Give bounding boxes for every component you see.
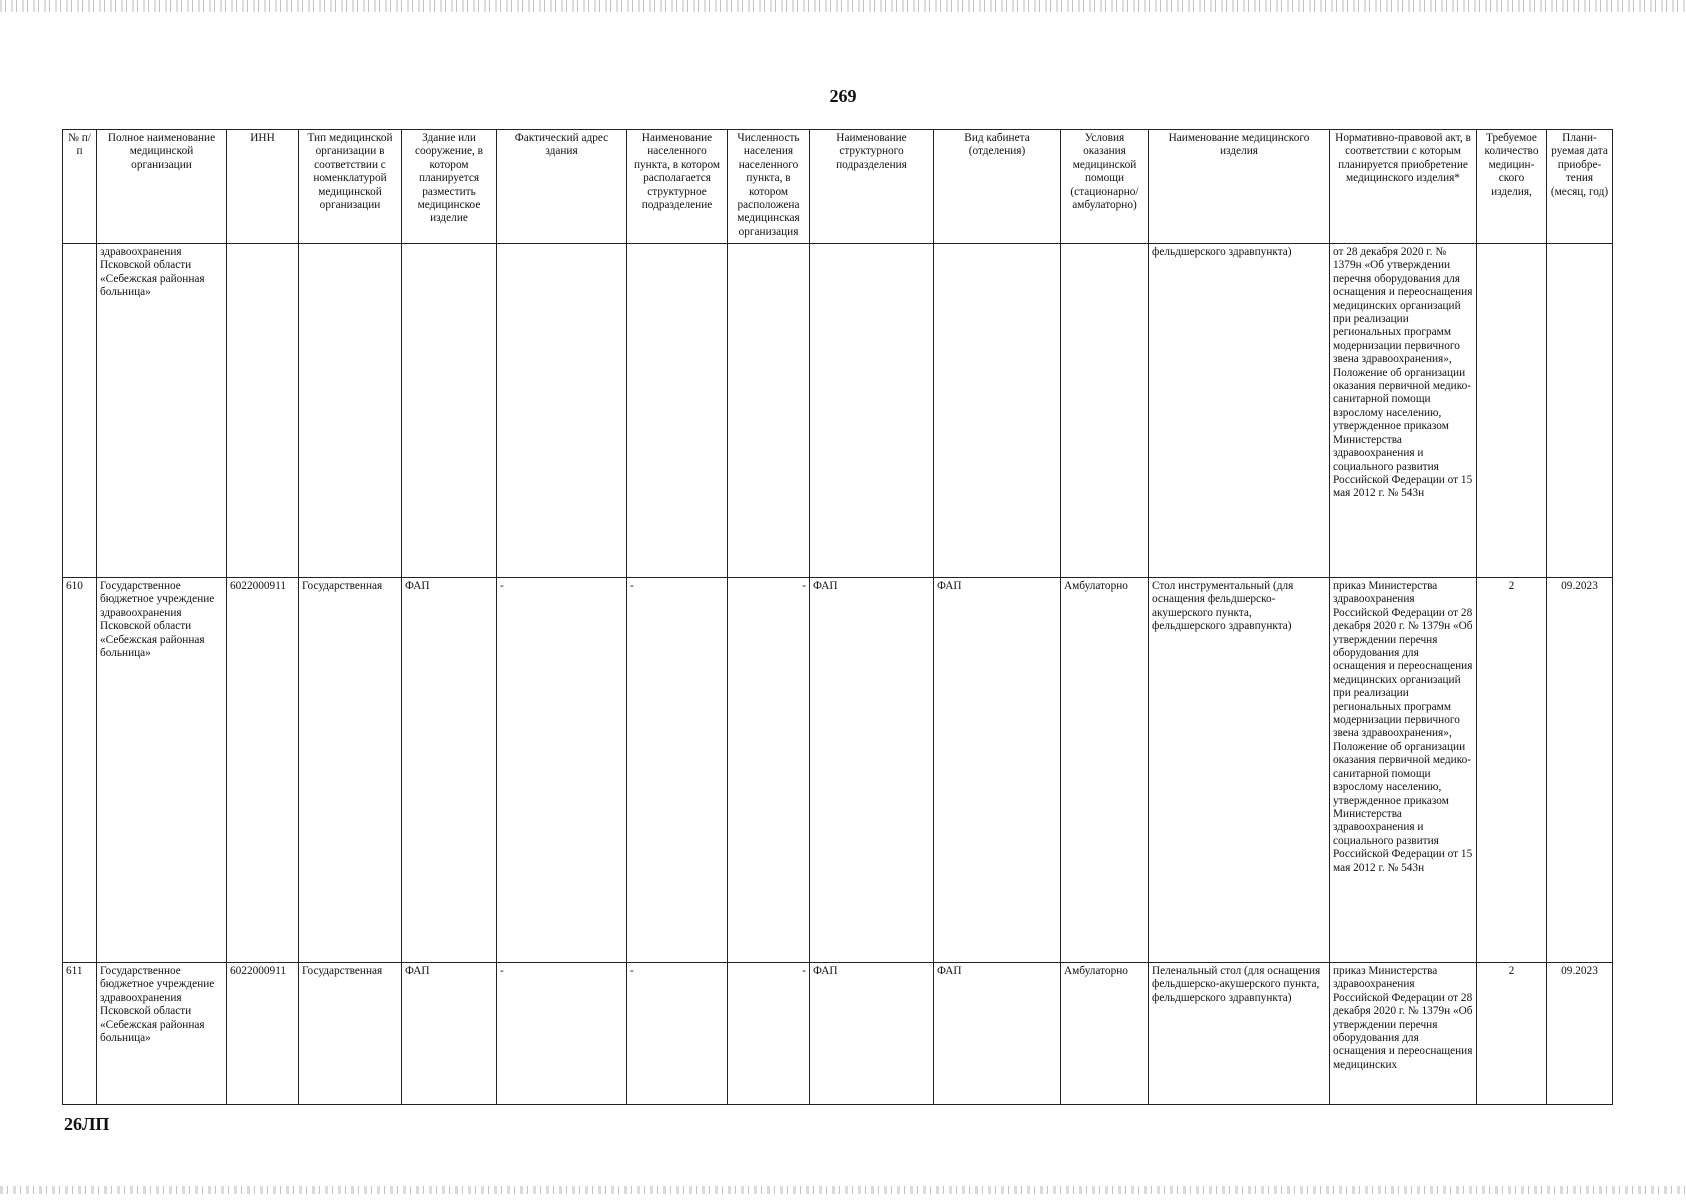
cell-subdivision	[810, 244, 934, 578]
cell-num	[63, 244, 97, 578]
header-inn: ИНН	[227, 130, 299, 244]
header-org: Полное наименование медицинской организации	[97, 130, 227, 244]
header-device: Наименование медицинского изделия	[1149, 130, 1330, 244]
cell-quantity: 2	[1477, 578, 1547, 963]
cell-cabinet: ФАП	[934, 963, 1061, 1105]
cell-device: Пеленальный стол (для оснащения фельдшерско-акушерского пункта, фельдшерского здравпункта)	[1149, 963, 1330, 1105]
cell-address	[497, 244, 627, 578]
cell-settlement: -	[627, 963, 728, 1105]
header-quantity: Требуемое количество медицин-ского изделия,	[1477, 130, 1547, 244]
cell-conditions	[1061, 244, 1149, 578]
header-address: Фактический адрес здания	[497, 130, 627, 244]
cell-population: -	[728, 963, 810, 1105]
header-population: Численность населения населенного пункта, в котором расположена медицинская организация	[728, 130, 810, 244]
cell-type: Государственная	[299, 578, 402, 963]
cell-building	[402, 244, 497, 578]
cell-device: Стол инструментальный (для оснащения фельдшерско-акушерского пункта, фельдшерского здравпункта)	[1149, 578, 1330, 963]
table-header-row	[63, 130, 1613, 244]
equipment-table	[62, 129, 1613, 1105]
scan-edge-bottom	[0, 1186, 1686, 1194]
cell-cabinet	[934, 244, 1061, 578]
header-act: Нормативно-правовой акт, в соответствии с которым планируется приобретение медицинского изделия*	[1330, 130, 1477, 244]
header-num: № п/п	[63, 130, 97, 244]
footer-code: 26ЛП	[64, 1114, 110, 1134]
cell-quantity: 2	[1477, 963, 1547, 1105]
header-settlement: Наименование населенного пункта, в котором располагается структурное подразделение	[627, 130, 728, 244]
table-row-continuation	[63, 244, 1613, 578]
cell-num: 610	[63, 578, 97, 963]
cell-building: ФАП	[402, 578, 497, 963]
scan-edge-top	[0, 0, 1686, 12]
cell-inn: 6022000911	[227, 963, 299, 1105]
table-row	[63, 578, 1613, 963]
cell-address: -	[497, 963, 627, 1105]
cell-date	[1547, 244, 1613, 578]
page-number: 269	[829, 86, 857, 106]
cell-org: Государственное бюджетное учреждение здравоохранения Псковской области «Себежская районная больница»	[97, 578, 227, 963]
cell-act: приказ Министерства здравоохранения Российской Федерации от 28 декабря 2020 г. № 1379н «Об утверждении перечня оборудования для оснащения и переоснащения медицинских	[1330, 963, 1477, 1105]
cell-act: от 28 декабря 2020 г. № 1379н «Об утверждении перечня оборудования для оснащения и переоснащения медицинских организаций при реализации региональных программ модернизации первичного звена здравоохранения», Положение об организации оказания первичной медико-санитарной помощи взрослому населению, утвержденное приказом Министерства здравоохранения и социального развития Российской Федерации от 15 мая 2012 г. № 543н	[1330, 244, 1477, 578]
cell-act: приказ Министерства здравоохранения Российской Федерации от 28 декабря 2020 г. № 1379н «Об утверждении перечня оборудования для оснащения и переоснащения медицинских организаций при реализации региональных программ модернизации первичного звена здравоохранения», Положение об организации оказания первичной медико-санитарной помощи взрослому населению, утвержденное приказом Министерства здравоохранения и социального развития Российской Федерации от 15 мая 2012 г. № 543н	[1330, 578, 1477, 963]
cell-org: Государственное бюджетное учреждение здравоохранения Псковской области «Себежская районная больница»	[97, 963, 227, 1105]
cell-subdivision: ФАП	[810, 578, 934, 963]
table-row	[63, 963, 1613, 1105]
header-cabinet: Вид кабинета (отделения)	[934, 130, 1061, 244]
cell-population	[728, 244, 810, 578]
header-conditions: Условия оказания медицинской помощи (стационарно/ амбулаторно)	[1061, 130, 1149, 244]
cell-subdivision: ФАП	[810, 963, 934, 1105]
cell-population: -	[728, 578, 810, 963]
cell-settlement	[627, 244, 728, 578]
cell-settlement: -	[627, 578, 728, 963]
cell-inn: 6022000911	[227, 578, 299, 963]
cell-address: -	[497, 578, 627, 963]
cell-date: 09.2023	[1547, 963, 1613, 1105]
cell-quantity	[1477, 244, 1547, 578]
header-building: Здание или сооружение, в котором планируется разместить медицинское изделие	[402, 130, 497, 244]
header-subdivision: Наименование структурного подразделения	[810, 130, 934, 244]
cell-building: ФАП	[402, 963, 497, 1105]
cell-date: 09.2023	[1547, 578, 1613, 963]
cell-org: здравоохранения Псковской области «Себежская районная больница»	[97, 244, 227, 578]
header-type: Тип медицинской организации в соответствии с номенклатурой медицинской организации	[299, 130, 402, 244]
cell-type: Государственная	[299, 963, 402, 1105]
header-date: Плани-руемая дата приобре-тения (месяц, год)	[1547, 130, 1613, 244]
cell-conditions: Амбулаторно	[1061, 963, 1149, 1105]
cell-conditions: Амбулаторно	[1061, 578, 1149, 963]
cell-inn	[227, 244, 299, 578]
cell-num: 611	[63, 963, 97, 1105]
cell-device: фельдшерского здравпункта)	[1149, 244, 1330, 578]
cell-type	[299, 244, 402, 578]
cell-cabinet: ФАП	[934, 578, 1061, 963]
